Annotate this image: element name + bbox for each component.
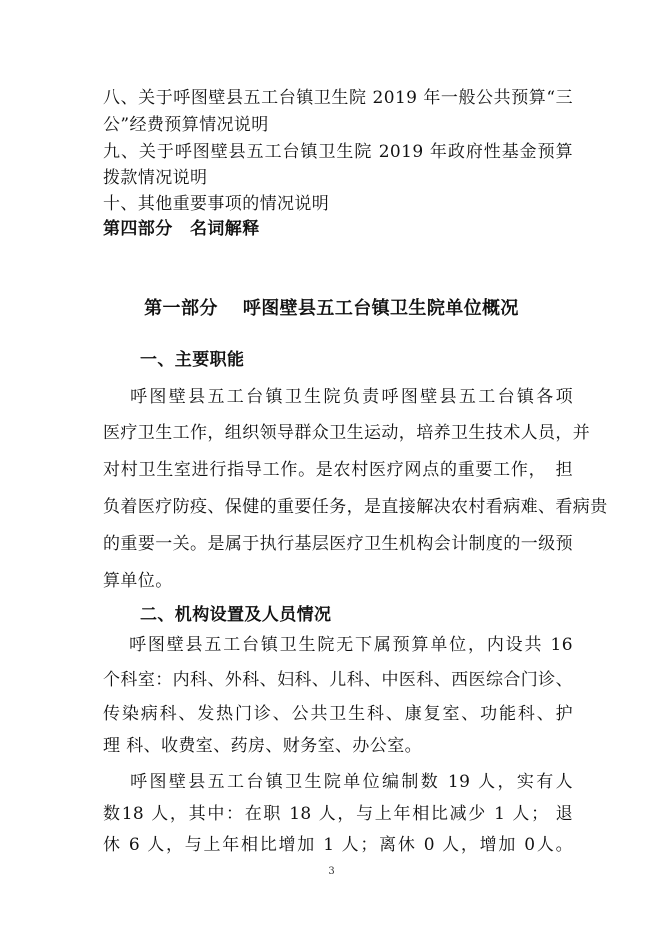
- heading-main-functions: 一、主要职能: [140, 350, 245, 370]
- heading-organization: 二、机构设置及人员情况: [140, 605, 332, 625]
- para3-line-1: 呼图壁县五工台镇卫生院单位编制数 19 人，实有人: [103, 772, 573, 792]
- toc-item-9-line-1: 九、关于呼图壁县五工台镇卫生院 2019 年政府性基金预算: [103, 142, 573, 162]
- toc-item-9-line-2: 拨款情况说明: [103, 168, 208, 188]
- para2-line-4: 理 科、收费室、药房、财务室、办公室。: [103, 736, 423, 756]
- para2-line-3: 传染病科、发热门诊、公共卫生科、康复室、功能科、护: [103, 704, 573, 724]
- toc-item-8-line-1: 八、关于呼图壁县五工台镇卫生院 2019 年一般公共预算“三: [103, 88, 573, 108]
- para3-line-2: 数18 人，其中：在职 18 人，与上年相比减少 1 人； 退: [103, 804, 573, 824]
- section-title: 第一部分 呼图壁县五工台镇卫生院单位概况: [144, 298, 519, 319]
- para1-line-5: 的重要一关。是属于执行基层医疗卫生机构会计制度的一级预: [103, 534, 573, 554]
- toc-part-4-heading: 第四部分 名词解释: [103, 219, 260, 239]
- para1-line-3: 对村卫生室进行指导工作。是农村医疗网点的重要工作， 担: [103, 460, 573, 480]
- page-number: 3: [328, 866, 335, 877]
- para2-line-1: 呼图壁县五工台镇卫生院无下属预算单位，内设共 16: [103, 635, 573, 655]
- toc-item-10: 十、其他重要事项的情况说明: [103, 194, 330, 214]
- para1-line-2: 医疗卫生工作，组织领导群众卫生运动，培养卫生技术人员，并: [103, 423, 591, 443]
- para3-line-3: 休 6 人，与上年相比增加 1 人；离休 0 人，增加 0人。: [103, 835, 573, 855]
- para2-line-2: 个科室：内科、外科、妇科、儿科、中医科、西医综合门诊、: [103, 670, 573, 690]
- para1-line-1: 呼图壁县五工台镇卫生院负责呼图壁县五工台镇各项: [103, 387, 573, 407]
- toc-item-8-line-2: 公”经费预算情况说明: [103, 115, 269, 135]
- para1-line-4: 负着医疗防疫、保健的重要任务，是直接解决农村看病难、看病贵: [103, 497, 608, 517]
- para1-line-6: 算单位。: [103, 571, 173, 591]
